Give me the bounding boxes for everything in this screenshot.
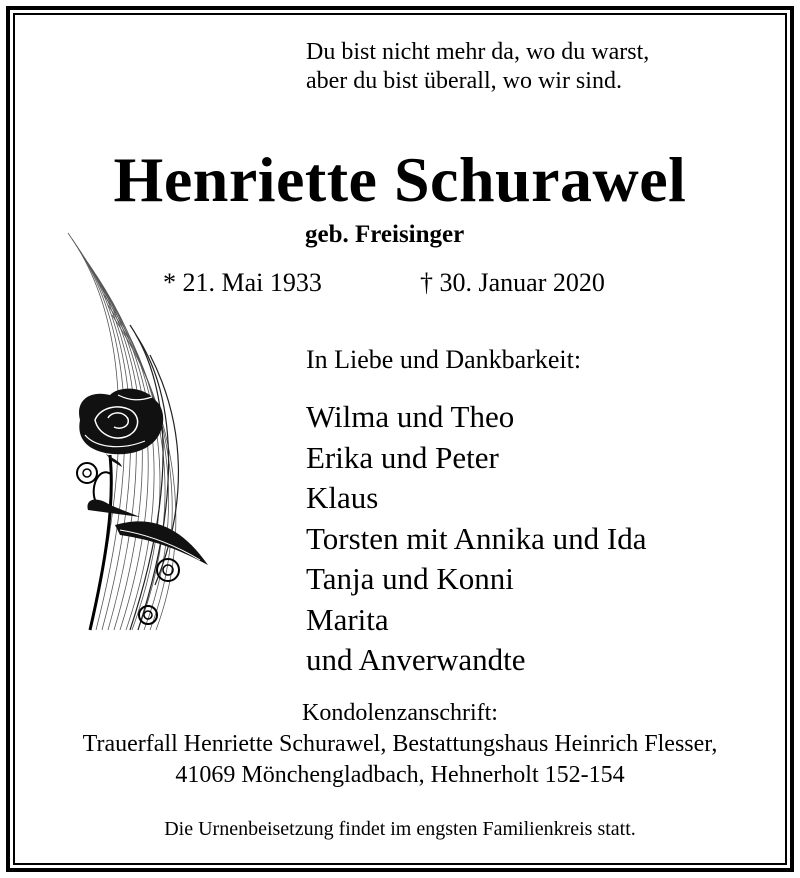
quote-line-1: Du bist nicht mehr da, wo du warst,: [306, 39, 650, 65]
mourner-item: Tanja und Konni: [306, 561, 514, 596]
mourner-item: Marita: [306, 601, 389, 637]
condolence-heading: Kondolenzanschrift:: [302, 700, 498, 726]
mourner-item: Torsten mit Annika und Ida: [306, 520, 647, 556]
burial-notice: Die Urnenbeisetzung findet im engsten Familienkreis statt.: [164, 818, 636, 840]
mourner-list: [306, 397, 647, 681]
quote-line-2: aber du bist überall, wo wir sind.: [306, 68, 622, 94]
mourner-item: Wilma und Theo: [306, 399, 515, 434]
mourner-item: und Anverwandte: [306, 642, 526, 677]
maiden-name: geb. Freisinger: [305, 221, 465, 248]
birth-date: * 21. Mai 1933: [163, 268, 322, 297]
mourners-intro: In Liebe und Dankbarkeit:: [306, 345, 582, 374]
mourner-item: Klaus: [306, 480, 379, 515]
condolence-line-1: Trauerfall Henriette Schurawel, Bestattungshaus Heinrich Flesser,: [82, 731, 718, 757]
condolence-address: [0, 698, 800, 791]
death-date: † 30. Januar 2020: [420, 268, 605, 297]
mourner-item: Erika und Peter: [306, 439, 499, 475]
quote: [306, 38, 649, 96]
deceased-name: Henriette Schurawel: [113, 144, 687, 215]
condolence-line-2: 41069 Mönchengladbach, Hehnerholt 152-154: [175, 762, 625, 788]
rose-icon: [60, 225, 220, 637]
